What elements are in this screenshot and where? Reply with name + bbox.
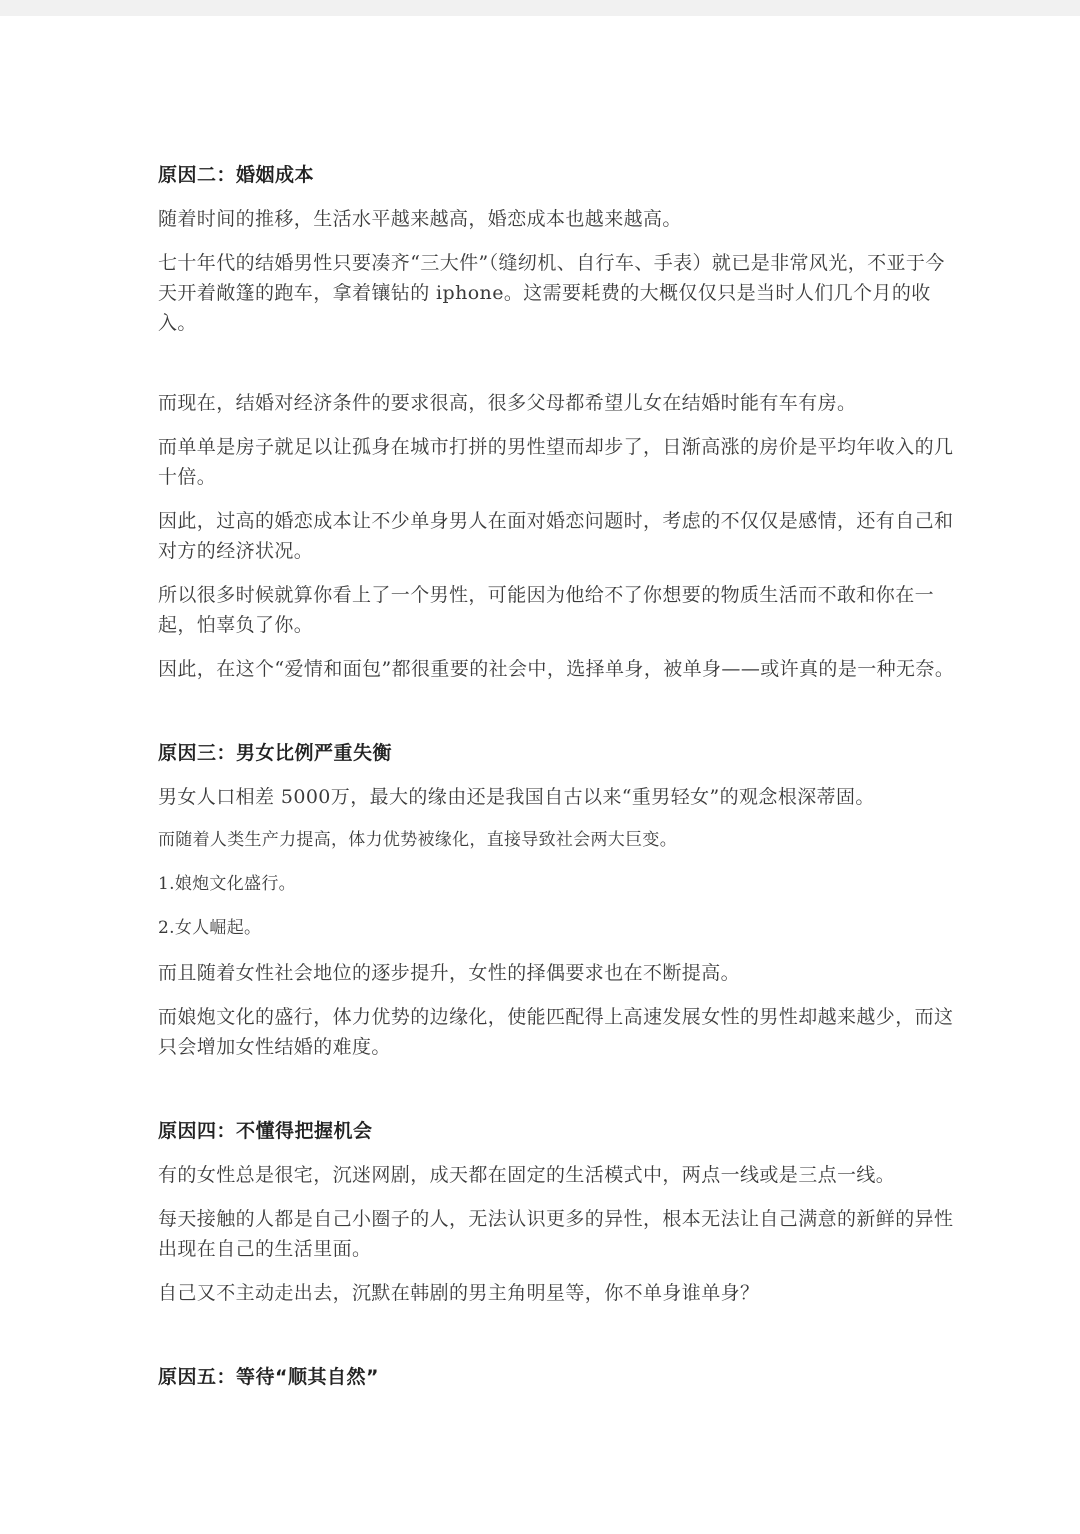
paragraph: 有的女性总是很宅，沉迷网剧，成天都在固定的生活模式中，两点一线或是三点一线。 (158, 1164, 896, 1186)
paragraph: 而随着人类生产力提高，体力优势被缘化，直接导致社会两大巨变。 (158, 830, 677, 850)
section-heading-ratio: 原因三：男女比例严重失衡 (158, 742, 393, 764)
list-item: 1.娘炮文化盛行。 (158, 874, 296, 894)
paragraph: 七十年代的结婚男性只要凑齐“三大件”（缝纫机、自行车、手表）就已是非常风光，不亚于今天开着敞篷的跑车，拿着镶钻的 iphone。这需要耗费的大概仅仅只是当时人们几个月的收入。 (158, 252, 945, 334)
spacer (158, 698, 958, 738)
spacer (158, 1076, 958, 1116)
paragraph: 而现在，结婚对经济条件的要求很高，很多父母都希望儿女在结婚时能有车有房。 (158, 392, 857, 414)
section-heading-cost: 原因二：婚姻成本 (158, 164, 315, 186)
paragraph: 而且随着女性社会地位的逐步提升，女性的择偶要求也在不断提高。 (158, 962, 741, 984)
paragraph: 而娘炮文化的盛行，体力优势的边缘化，使能匹配得上高速发展女性的男性却越来越少，而这只会增加女性结婚的难度。 (158, 1006, 954, 1058)
section-heading-nature: 原因五：等待“顺其自然” (158, 1366, 379, 1388)
spacer (158, 1322, 958, 1362)
list-item: 2.女人崛起。 (158, 918, 262, 938)
paragraph: 因此，在这个“爱情和面包”都很重要的社会中，选择单身，被单身——或许真的是一种无奈。 (158, 658, 955, 680)
paragraph: 男女人口相差 5000万，最大的缘由还是我国自古以来“重男轻女”的观念根深蒂固。 (158, 786, 875, 808)
article-body (158, 160, 958, 1406)
document-page (0, 16, 1080, 1534)
paragraph: 自己又不主动走出去，沉默在韩剧的男主角明星等，你不单身谁单身？ (158, 1282, 760, 1304)
paragraph: 每天接触的人都是自己小圈子的人，无法认识更多的异性，根本无法让自己满意的新鲜的异性出现在自己的生活里面。 (158, 1208, 954, 1260)
paragraph: 而单单是房子就足以让孤身在城市打拼的男性望而却步了，日渐高涨的房价是平均年收入的几十倍。 (158, 436, 954, 488)
section-heading-opportunity: 原因四：不懂得把握机会 (158, 1120, 373, 1142)
paragraph: 所以很多时候就算你看上了一个男性，可能因为他给不了你想要的物质生活而不敢和你在一起，怕辜负了你。 (158, 584, 935, 636)
paragraph: 随着时间的推移，生活水平越来越高，婚恋成本也越来越高。 (158, 208, 682, 230)
spacer (158, 352, 958, 388)
paragraph: 因此，过高的婚恋成本让不少单身男人在面对婚恋问题时，考虑的不仅仅是感情，还有自己和对方的经济状况。 (158, 510, 954, 562)
